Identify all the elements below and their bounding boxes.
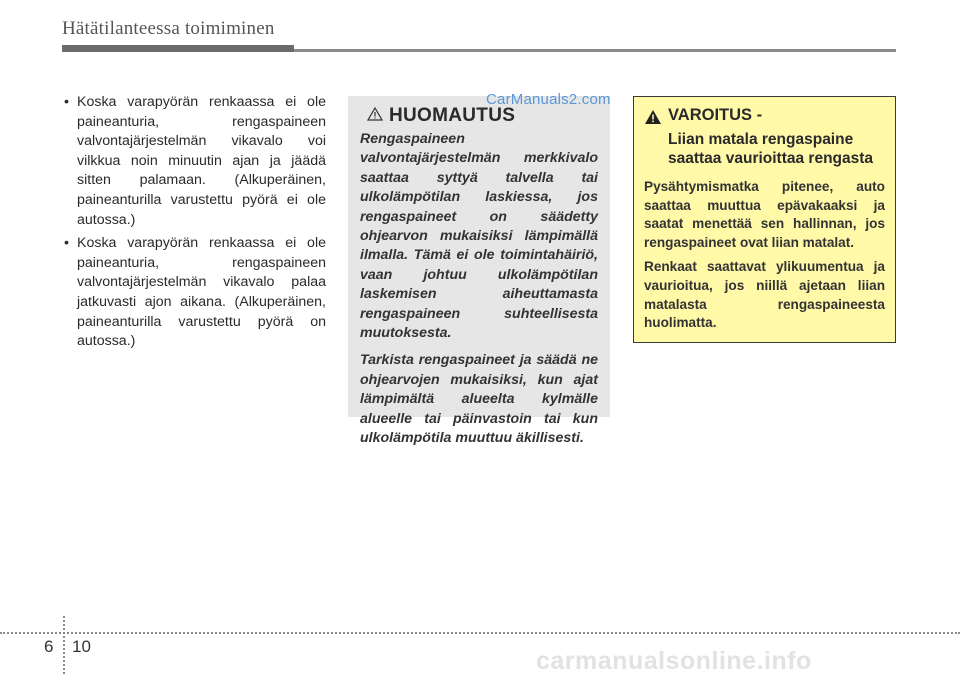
bullet-text: Koska varapyörän renkaassa ei ole paineanturia, rengaspaineen valvontajärjestelmän vikavalo voi vilkkua noin minuutin ajan ja jäädä sitten palamaan. (Alkuperäinen, paineanturilla varustettu pyörä ei ole autossa.) (77, 94, 326, 228)
header-rule-dark (62, 45, 294, 52)
bullet-dot: • (64, 235, 69, 252)
warning-triangle-filled-icon (644, 106, 668, 130)
left-column (64, 93, 326, 356)
notice-paragraph: Rengaspaineen valvontajärjestelmän merkkivalo saattaa syttyä talvella tai ulkolämpötilan laskiessa, jos rengaspaineet on säädetty ohjearvon mukaisiksi lämpimällä ilmalla. Tämä ei ole toimintahäiriö, vaan johtuu ulkolämpötilan laskemisen aiheuttamasta rengaspaineen suhteellisesta muutoksesta. (360, 131, 598, 342)
carmanuals-watermark: CarManuals2.com (486, 91, 611, 108)
page-number: 10 (72, 637, 91, 656)
bullet-list (64, 93, 326, 352)
bullet-dot: • (64, 94, 69, 110)
page-header-title: Hätätilanteessa toimiminen (62, 18, 275, 39)
warning-paragraph: Renkaat saattavat ylikuumentua ja vaurioitua, jos niillä ajetaan liian matalasta rengaspaineesta huolimatta. (644, 259, 885, 331)
warning-box (633, 96, 896, 343)
warning-triangle-outline-icon (367, 107, 389, 126)
warning-subtitle: Liian matala rengaspaine saattaa vaurioittaa rengasta (668, 131, 874, 167)
section-number: 6 (44, 637, 54, 656)
header-rule-light (294, 49, 896, 52)
bullet-item (64, 93, 326, 230)
warning-header (644, 106, 885, 130)
footer-vertical-divider (63, 616, 65, 674)
site-watermark: carmanualsonline.info (536, 647, 812, 675)
bullet-text: Koska varapyörän renkaassa ei ole paineanturia, rengaspaineen valvontajärjestelmän vikavalo palaa jatkuvasti ajon aikana. (Alkuperäinen, paineanturilla varustettu pyörä on autossa.) (77, 235, 326, 350)
warning-paragraph: Pysähtymismatka pitenee, auto saattaa muuttua epävakaaksi ja saatat menettää sen hallinnan, jos rengaspaineet ovat liian matalat. (644, 179, 885, 250)
notice-paragraph: Tarkista rengaspaineet ja säädä ne ohjearvojen mukaisiksi, kun ajat lämpimältä alueelta kylmälle alueelle tai päinvastoin tai kun ulkolämpötila muuttuu äkillisesti. (360, 352, 598, 447)
notice-box (348, 96, 610, 447)
footer-divider (0, 632, 960, 634)
notice-title: HUOMAUTUS (389, 105, 516, 126)
warning-title: VAROITUS - (668, 106, 763, 124)
bullet-item (64, 234, 326, 352)
